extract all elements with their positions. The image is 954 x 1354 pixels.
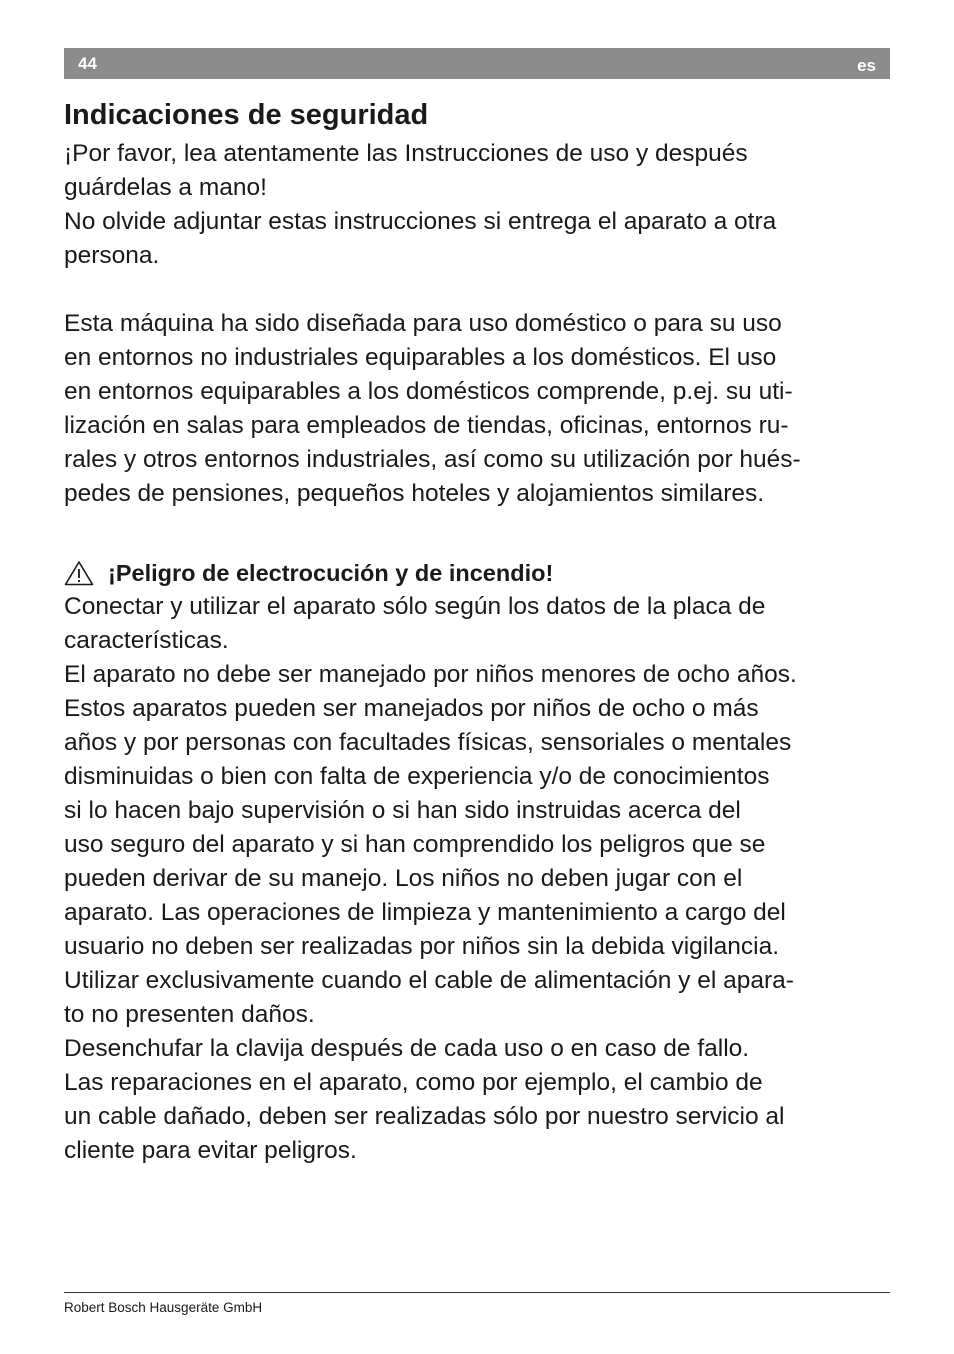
paragraph-spacer (64, 511, 894, 556)
paragraph-spacer (64, 273, 894, 307)
page-number: 44 (78, 54, 97, 73)
document-body (64, 137, 894, 1168)
language-code: es (857, 56, 876, 75)
warning-paragraph-2: El aparato no debe ser manejado por niños menores de ocho años. Estos aparatos pueden ser manejados por niños de ocho o más años y por personas con facultades físicas, sensoriales o mentales disminuidas o bien con falta de experiencia y/o de conocimientos si lo hacen bajo supervisión o si han sido instruidas acerca del uso seguro del aparato y si han comprendido los peligros que se pueden derivar de su manejo. Los niños no deben jugar con el aparato. Las operaciones de limpieza y mantenimiento a cargo del usuario no deben ser realizadas por niños sin la debida vigilancia. (64, 661, 797, 960)
warning-paragraph-4: Desenchufar la clavija después de cada uso o en caso de fallo. (64, 1035, 750, 1062)
warning-triangle-icon (64, 560, 94, 586)
warning-heading-text: ¡Peligro de electrocución y de incendio! (108, 560, 554, 586)
intro-paragraph-1: ¡Por favor, lea atentamente las Instrucciones de uso y después guárdelas a mano! (64, 140, 748, 201)
warning-paragraph-3: Utilizar exclusivamente cuando el cable de alimentación y el apara- to no presenten daños. (64, 967, 794, 1028)
warning-heading (64, 556, 894, 590)
warning-paragraph-1: Conectar y utilizar el aparato sólo según los datos de la placa de características. (64, 593, 766, 654)
page-header-bar (64, 48, 890, 79)
footer-divider (64, 1292, 890, 1293)
intro-paragraph-2: No olvide adjuntar estas instrucciones si entrega el aparato a otra persona. (64, 208, 777, 269)
usage-paragraph: Esta máquina ha sido diseñada para uso doméstico o para su uso en entornos no industriales equiparables a los domésticos. El uso en entornos equiparables a los domésticos comprende, p.ej. su uti- lización en salas para empleados de tiendas, oficinas, entornos ru- rales y otros entornos industriales, así como su utilización por hués- pedes de pensiones, pequeños hoteles y alojamientos similares. (64, 310, 801, 507)
warning-paragraph-5: Las reparaciones en el aparato, como por ejemplo, el cambio de un cable dañado, deben ser realizadas sólo por nuestro servicio al cliente para evitar peligros. (64, 1069, 785, 1164)
footer-company: Robert Bosch Hausgeräte GmbH (64, 1300, 263, 1315)
page-title: Indicaciones de seguridad (64, 99, 429, 131)
